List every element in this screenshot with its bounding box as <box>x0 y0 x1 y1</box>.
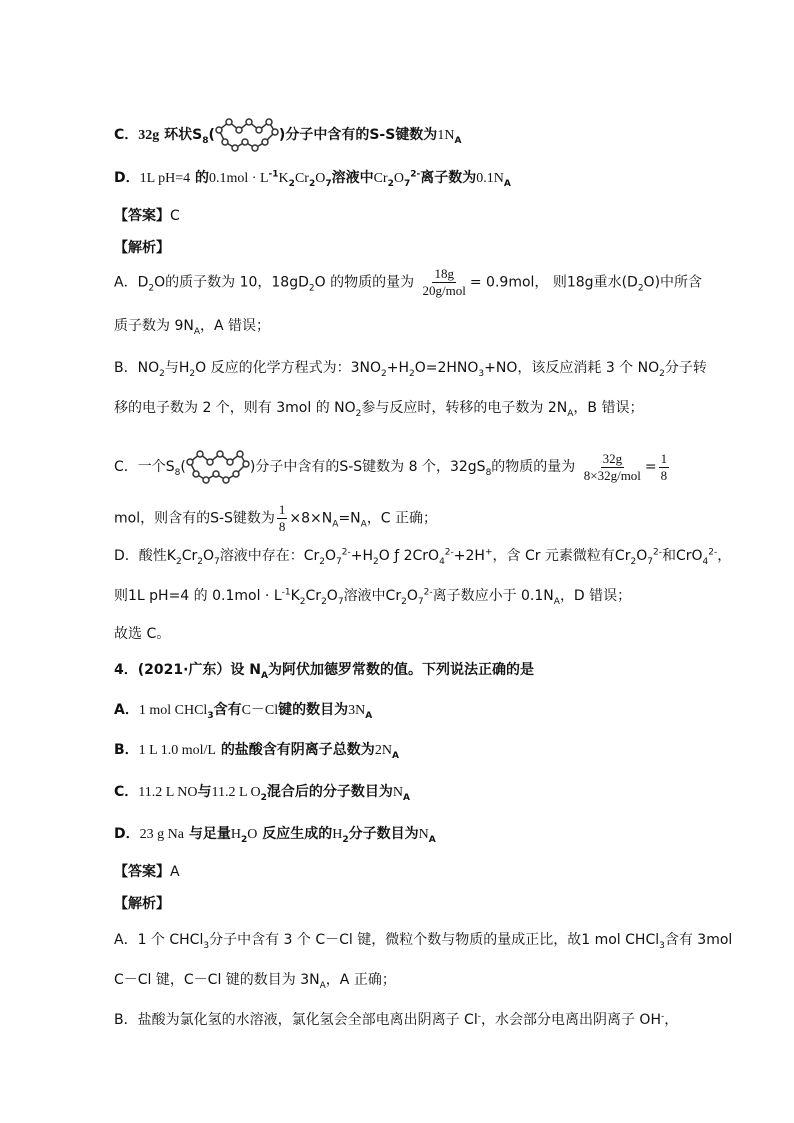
text: ( <box>180 459 186 475</box>
text: 离子数为 <box>420 170 477 186</box>
text: 含有 3mol <box>664 932 733 948</box>
text: 2N <box>374 743 392 758</box>
denominator: 20g/mol <box>422 283 466 298</box>
sub: 2 <box>637 283 644 294</box>
sup: - <box>660 1011 665 1022</box>
text: 和CrO <box>661 548 703 564</box>
text: ( <box>208 127 215 143</box>
text: 则1L pH=4 的 0.1mol · L <box>114 588 282 604</box>
text: 分子中含有 3 个 C－Cl 键，微粒个数与物质的量成正比，故1 mol CHCl <box>209 932 660 948</box>
sub: 2 <box>387 178 394 189</box>
sub: 4 <box>439 556 445 567</box>
sub: 3 <box>203 940 210 951</box>
s8-ring-icon <box>186 450 250 484</box>
option-label: B． <box>114 742 139 758</box>
text: +NO，该反应消耗 3 个 NO <box>484 360 660 376</box>
sub: 7 <box>336 556 342 567</box>
text: K <box>278 171 289 186</box>
explain2-b <box>114 1010 678 1030</box>
sub: A <box>567 408 574 419</box>
numerator: 1 <box>660 450 668 466</box>
explain2-a <box>114 930 732 950</box>
option-label: C． <box>114 127 139 143</box>
sub: 2 <box>630 556 637 567</box>
text: ， <box>717 548 732 564</box>
sub: 3 <box>207 710 214 721</box>
text: O <box>326 588 338 604</box>
explain2-a-2 <box>114 970 396 990</box>
sup: + <box>484 547 493 558</box>
sub: 7 <box>417 596 424 607</box>
text: S-S <box>369 127 396 143</box>
sub: 2 <box>319 556 325 567</box>
choose-answer: 故选 C。 <box>114 626 171 642</box>
sub: 2 <box>159 368 165 379</box>
text: C－Cl 键，C－Cl 键的数目为 3N <box>114 972 320 988</box>
text: ， <box>664 1012 679 1028</box>
text: =N <box>338 510 361 527</box>
text: K <box>290 588 300 604</box>
text: ，水会部分电离出阴离子 OH <box>480 1012 661 1028</box>
sub: 2 <box>321 596 327 607</box>
text: 11.2 L O <box>211 785 261 800</box>
analysis-heading-2: 【解析】 <box>114 896 170 912</box>
s8-ring-icon <box>215 118 279 152</box>
sub: 2 <box>401 596 407 607</box>
sub: 4 <box>702 556 709 567</box>
text: C－Cl <box>241 703 279 718</box>
text: )分子中含有的S-S键数为 8 个，32gS <box>249 459 486 475</box>
text: ，B 错误； <box>573 400 644 416</box>
answer-1 <box>114 206 180 226</box>
text: B．NO <box>114 360 160 376</box>
text: 键数为 <box>395 127 438 143</box>
text: O的质子数为 10，18gD <box>154 274 309 291</box>
text: 的物质的量为 <box>491 459 576 475</box>
text: N <box>418 827 429 842</box>
text: 质子数为 9N <box>114 318 194 334</box>
sub: A <box>319 980 326 991</box>
explain-a-2 <box>114 316 270 336</box>
fraction <box>277 502 288 535</box>
text: N <box>392 785 404 800</box>
text: 4．(2021·广东）设 N <box>114 662 262 678</box>
sup: 2- <box>652 547 662 558</box>
sub: 2 <box>189 368 196 379</box>
text: ，含 Cr 元素微粒有Cr <box>492 548 631 564</box>
text: O ƒ 2CrO <box>378 548 440 564</box>
q4-option-c <box>114 782 410 803</box>
sub: 7 <box>647 556 653 567</box>
text: 为阿伏加德罗常数的值。下列说法正确的是 <box>267 662 534 678</box>
sub: 2 <box>148 283 155 294</box>
explain-d <box>114 546 731 566</box>
sub: 2 <box>288 178 295 189</box>
sub: A <box>553 596 560 607</box>
text: 移的电子数为 2 个，则有 3mol 的 NO <box>114 400 356 416</box>
text: 与足量 <box>188 826 231 842</box>
text: 混合后的分子数目为 <box>266 784 393 800</box>
text: 离子数应小于 0.1N <box>432 588 554 604</box>
answer-label: 【答案】 <box>114 864 170 880</box>
sub: 2 <box>380 368 387 379</box>
option-label: C． <box>114 784 139 800</box>
text: 的 <box>195 170 210 186</box>
answer-value: C <box>170 208 180 224</box>
fraction <box>582 451 643 484</box>
text: 溶液中存在：Cr <box>219 548 320 564</box>
text: 23 g Na <box>139 827 184 842</box>
text: Cr <box>373 171 388 186</box>
text: 反应生成的 <box>262 826 333 842</box>
answer-value: A <box>170 864 180 880</box>
explain-a <box>114 266 702 299</box>
sub: 2 <box>308 283 315 294</box>
text: 0.1mol · L <box>209 171 269 186</box>
sub: A <box>360 519 367 530</box>
text: +H <box>350 548 374 564</box>
option-label: A． <box>114 702 139 718</box>
sub: A <box>332 519 339 530</box>
text: 的盐酸含有阴离子总数为 <box>220 742 375 758</box>
text: O <box>393 171 404 186</box>
text: ，A 错误； <box>200 318 271 334</box>
text: 环状S <box>164 127 203 143</box>
text: C．一个S <box>114 459 175 475</box>
text: 1 L 1.0 mol/L <box>138 743 216 758</box>
text: 1L pH=4 <box>139 171 191 186</box>
text: O <box>636 548 648 564</box>
explain-b <box>114 358 707 378</box>
explain-b-2 <box>114 398 643 418</box>
text: +H <box>386 360 409 376</box>
text: Cr <box>305 588 322 604</box>
sub: 2 <box>308 178 316 189</box>
explain-d-2 <box>114 586 631 606</box>
text: +2H <box>453 548 485 564</box>
question-4-stem <box>114 660 534 680</box>
sub: 7 <box>403 178 411 189</box>
text: 0.1N <box>476 171 504 186</box>
sub: 2 <box>373 556 379 567</box>
text: 11.2 L NO <box>138 785 198 800</box>
text: = 0.9mol， 则18g重水(D <box>469 274 638 291</box>
sub: A <box>403 792 410 803</box>
sub: 2 <box>342 834 349 845</box>
text: A．D <box>114 274 149 291</box>
answer-2 <box>114 862 180 882</box>
text: O)中所含 <box>643 274 703 291</box>
explain-c <box>114 450 671 484</box>
numerator: 1 <box>278 502 286 517</box>
text: 32g <box>138 128 160 143</box>
text: = <box>644 459 657 475</box>
text: ，D 错误； <box>559 588 632 604</box>
sub: 2 <box>197 556 203 567</box>
sub: 7 <box>214 556 220 567</box>
sub: A <box>503 178 511 189</box>
sub: A <box>365 710 373 721</box>
sub: 2 <box>355 408 362 419</box>
text: D．酸性K <box>114 548 176 564</box>
text: 分子转 <box>664 360 707 376</box>
text: O 的物质的量为 <box>314 274 415 291</box>
sub: 2 <box>408 368 415 379</box>
sup: -1 <box>281 587 291 598</box>
option-label: D． <box>114 170 140 186</box>
fraction <box>659 451 670 484</box>
q4-option-a <box>114 700 372 721</box>
sub: 3 <box>659 940 665 951</box>
sub: 8 <box>485 467 492 478</box>
text: mol，则含有的S-S键数为 <box>114 510 275 527</box>
text: H <box>332 827 343 842</box>
text: A．1 个 CHCl <box>114 932 204 948</box>
text: 溶液中Cr <box>343 588 402 604</box>
text: 1N <box>437 128 455 143</box>
text: O <box>325 548 337 564</box>
text: ，A 正确； <box>325 972 396 988</box>
sup: 2- <box>341 547 351 558</box>
sup: 2- <box>708 547 718 558</box>
text: 溶液中 <box>331 170 374 186</box>
text: H <box>230 827 241 842</box>
sup: - <box>477 1011 481 1022</box>
text: 1 mol CHCl <box>138 703 208 718</box>
text: Cr <box>294 171 309 186</box>
text: 键的数目为 <box>278 702 349 718</box>
text: 与H <box>164 360 190 376</box>
sup: 2- <box>444 547 454 558</box>
denominator: 8×32g/mol <box>583 467 641 483</box>
text: 分子数目为 <box>348 826 419 842</box>
text: O <box>406 588 418 604</box>
answer-label: 【答案】 <box>114 208 170 224</box>
analysis-heading-1: 【解析】 <box>114 240 170 256</box>
text: ×8×N <box>289 510 333 527</box>
text: B．盐酸为氯化氢的水溶液，氯化氢会全部电离出阴离子 Cl <box>114 1012 478 1028</box>
text: 3N <box>348 703 366 718</box>
text: O <box>247 827 258 842</box>
text: ，C 正确； <box>366 510 438 527</box>
option-c-prev <box>114 118 461 152</box>
sup: 2- <box>423 587 433 598</box>
fraction <box>421 266 468 299</box>
sub: A <box>193 326 201 337</box>
sub: A <box>428 834 436 845</box>
sub: 2 <box>299 596 306 607</box>
sup: 2- <box>410 169 421 180</box>
sub: 2 <box>175 556 182 567</box>
sub: 8 <box>174 467 181 478</box>
sub: 7 <box>325 178 332 189</box>
sub: 2 <box>659 368 665 379</box>
numerator: 18g <box>434 266 454 281</box>
text: Cr <box>181 548 198 564</box>
sup: -1 <box>268 169 279 180</box>
option-d-prev <box>114 168 511 189</box>
text: 参与反应时，转移的电子数为 2N <box>361 400 568 416</box>
text: O <box>202 548 214 564</box>
text: )分子中含有的 <box>278 127 370 143</box>
text: O 反应的化学方程式为：3NO <box>195 360 381 376</box>
explain-c-2 <box>114 502 437 535</box>
text: O <box>315 171 326 186</box>
sub: A <box>391 750 399 761</box>
option-label: D． <box>114 826 140 842</box>
q4-option-d <box>114 824 436 845</box>
sub: A <box>261 670 268 681</box>
denominator: 8 <box>660 467 668 483</box>
text: 含有 <box>213 702 242 718</box>
q4-option-b <box>114 740 399 761</box>
sub: 7 <box>337 596 344 607</box>
denominator: 8 <box>278 519 286 534</box>
numerator: 32g <box>602 450 623 466</box>
sub: 2 <box>260 792 267 803</box>
sub: 8 <box>202 135 209 146</box>
text: 与 <box>197 784 212 800</box>
sub: A <box>454 135 462 146</box>
text: O=2HNO <box>414 360 479 376</box>
sub: 3 <box>478 368 485 379</box>
sub: 2 <box>240 834 248 845</box>
